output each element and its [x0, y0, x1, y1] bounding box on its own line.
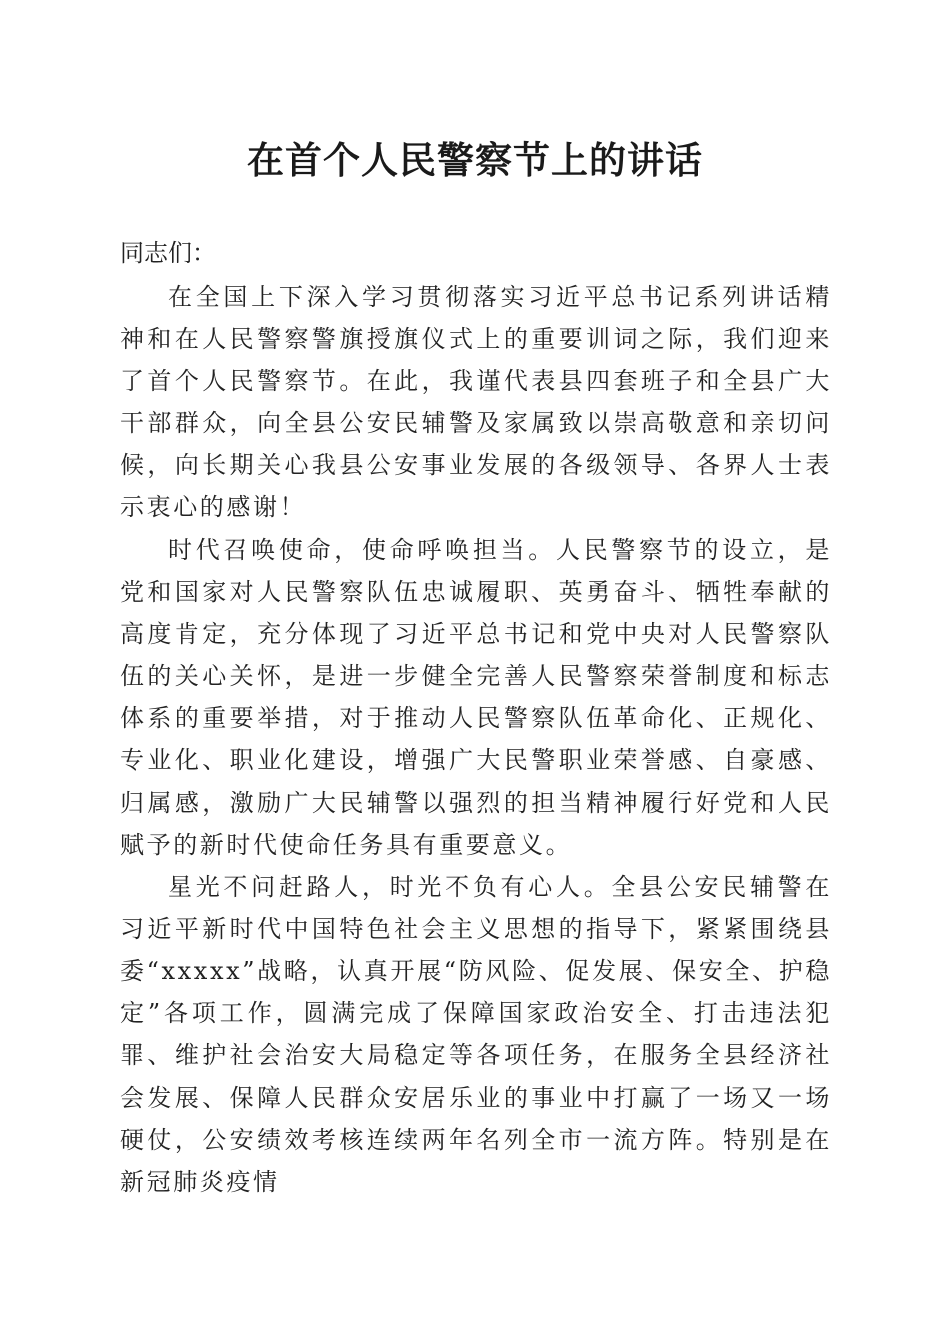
paragraph-3: 星光不问赶路人，时光不负有心人。全县公安民辅警在习近平新时代中国特色社会主义思想的指导下，紧紧围绕县委“xxxxx”战略，认真开展“防风险、促发展、保安全、护稳定”各项工作，圆满完成了保障国家政治安全、打击违法犯罪、维护社会治安大局稳定等各项任务，在服务全县经济社会发展、保障人民群众安居乐业的事业中打赢了一场又一场硬仗，公安绩效考核连续两年名列全市一流方阵。特别是在新冠肺炎疫情: [120, 873, 832, 1196]
document-title: 在首个人民警察节上的讲话: [247, 138, 703, 182]
paragraph-1: 在全国上下深入学习贯彻落实习近平总书记系列讲话精神和在人民警察警旗授旗仪式上的重要训词之际，我们迎来了首个人民警察节。在此，我谨代表县四套班子和全县广大干部群众，向全县公安民辅警及家属致以崇高敬意和亲切问候，向长期关心我县公安事业发展的各级领导、各界人士表示衷心的感谢！: [120, 283, 832, 522]
paragraph-2: 时代召唤使命，使命呼唤担当。人民警察节的设立，是党和国家对人民警察队伍忠诚履职、英勇奋斗、牺牲奉献的高度肯定，充分体现了习近平总书记和党中央对人民警察队伍的关心关怀，是进一步健全完善人民警察荣誉制度和标志体系的重要举措，对于推动人民警察队伍革命化、正规化、专业化、职业化建设，增强广大民警职业荣誉感、自豪感、归属感，激励广大民辅警以强烈的担当精神履行好党和人民赋予的新时代使命任务具有重要意义。: [120, 535, 832, 859]
document-body: [120, 276, 832, 1203]
salutation: 同志们：: [120, 239, 216, 267]
